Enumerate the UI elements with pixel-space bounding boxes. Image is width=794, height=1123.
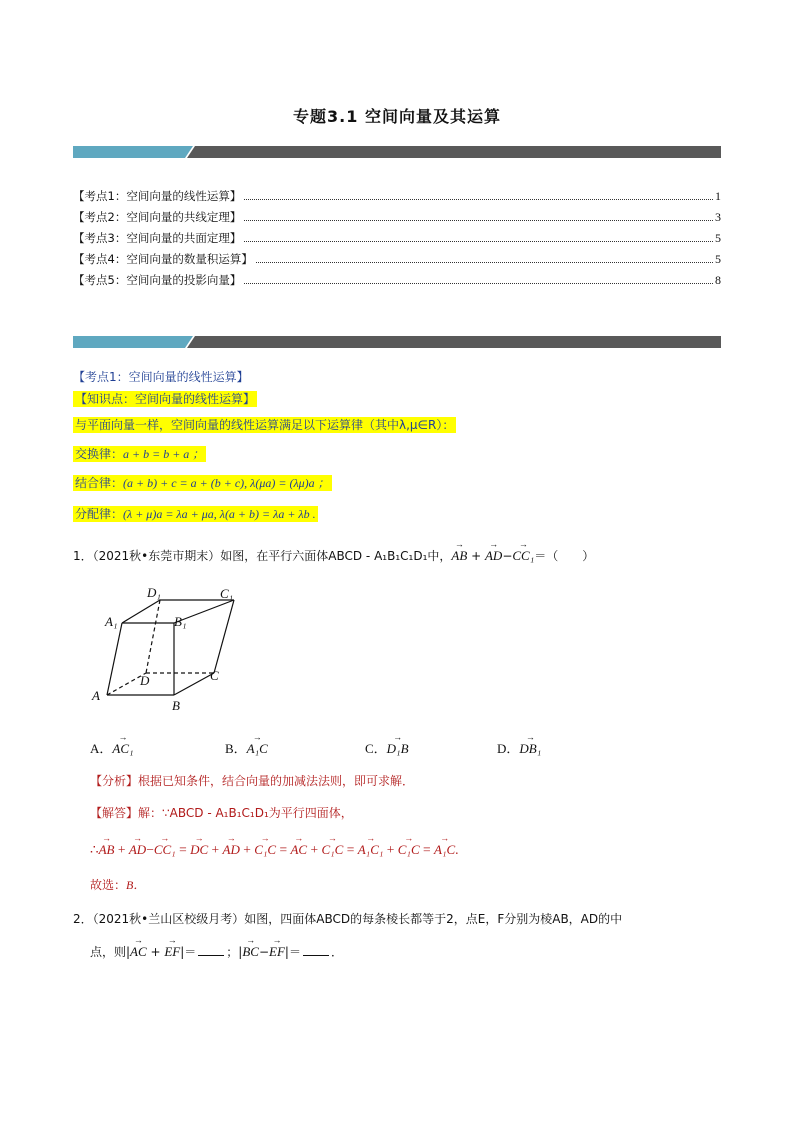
vector-term: → EF — [164, 944, 180, 960]
vector-term: → AC — [290, 842, 307, 858]
choice-vector: → AC₁ — [112, 741, 133, 757]
answer-line — [90, 878, 145, 892]
parallelepiped-figure — [88, 580, 248, 715]
vertex-label-a: A — [92, 688, 100, 703]
toc-leader-dots — [244, 198, 713, 200]
answer-blank: ＝（ ） — [534, 549, 595, 563]
choice-b[interactable] — [225, 738, 268, 757]
vector-term: → EF — [269, 944, 285, 960]
vector-term: → AC — [130, 944, 147, 960]
choice-letter: B． — [225, 741, 247, 756]
vector-term: → DC — [190, 842, 208, 858]
vertex-label-d: D — [140, 673, 150, 688]
choice-letter: A． — [90, 741, 113, 756]
vertex-label-b: B — [172, 698, 180, 713]
analysis-line — [90, 774, 414, 788]
vector-term: → CC₁ — [154, 842, 176, 858]
solution-tag: 【解答】 — [90, 806, 139, 820]
choice-letter: D． — [497, 741, 520, 756]
toc-item-label: 【考点3：空间向量的共面定理】 — [73, 231, 242, 245]
toc-leader-dots — [256, 261, 713, 263]
question-2-stem-line2: 点，则|→ AC + → EF|＝ ；|→ BC−→ EF|＝ ． — [90, 944, 343, 960]
vertex-label-b1: B₁ — [174, 614, 187, 629]
solution-line — [90, 806, 353, 820]
law-label: 结合律： — [75, 476, 124, 490]
title-divider-bar — [73, 146, 721, 158]
vector-term: → AD — [485, 548, 502, 564]
question-text: |＝ — [180, 945, 197, 959]
toc-item-page: 5 — [715, 252, 721, 266]
solution-equation: ∴→ AB + → AD−→ CC₁ = → DC + → AD + → C₁C = → AC + → C₁C = → A₁C₁ + → C₁C = → A₁C. — [90, 842, 459, 858]
knowledge-intro-text: 与平面向量一样，空间向量的线性运算满足以下运算律（其中λ,μ∈R）： — [75, 418, 455, 432]
vector-term: → C₁C — [398, 842, 420, 858]
question-text: |＝ — [284, 945, 301, 959]
toc-item-page: 3 — [715, 210, 721, 224]
law-formula: (λ + μ)a = λa + μa, λ(a + b) = λa + λb . — [123, 507, 316, 521]
solution-intro: 解：∵ABCD - A₁B₁C₁D₁为平行四面体， — [138, 806, 353, 820]
toc-item[interactable] — [73, 188, 721, 204]
vector-term: → C₁C — [321, 842, 343, 858]
knowledge-title-text: 【知识点：空间向量的线性运算】 — [75, 392, 256, 406]
toc-item-label: 【考点4：空间向量的数量积运算】 — [73, 252, 253, 266]
answer-blank[interactable] — [198, 945, 224, 956]
choice-a[interactable] — [90, 738, 134, 757]
vector-term: → CC₁ — [512, 548, 534, 564]
question-text: 如图，在平行六面体ABCD - A₁B₁C₁D₁中， — [220, 549, 452, 563]
law-associative — [73, 474, 332, 491]
toc-item[interactable] — [73, 230, 721, 246]
toc-leader-dots — [244, 219, 713, 221]
question-text: ；| — [226, 945, 243, 959]
toc-item-label: 【考点5：空间向量的投影向量】 — [73, 273, 242, 287]
vertex-label-c: C — [210, 668, 219, 683]
vector-term: → AB — [99, 842, 115, 858]
toc-item-page: 1 — [715, 189, 721, 203]
toc-item-label: 【考点1：空间向量的线性运算】 — [73, 189, 242, 203]
vector-term: → BC — [242, 944, 259, 960]
section-divider-bar — [73, 336, 721, 348]
question-number: 2． — [73, 912, 93, 926]
vector-term: → AD — [129, 842, 146, 858]
vector-term: → A₁C₁ — [358, 842, 384, 858]
analysis-tag: 【分析】 — [90, 774, 139, 788]
vertex-label-d1: D₁ — [147, 585, 161, 600]
section-heading: 【考点1：空间向量的线性运算】 — [73, 370, 249, 384]
toc-item-label: 【考点2：空间向量的共线定理】 — [73, 210, 242, 224]
choice-d[interactable] — [497, 738, 541, 757]
analysis-text: 根据已知条件，结合向量的加减法法则，即可求解． — [138, 774, 415, 788]
choice-vector: → DB₁ — [519, 741, 541, 757]
question-2-stem — [73, 912, 622, 926]
vector-term: → A₁C — [434, 842, 455, 858]
choice-c[interactable] — [365, 738, 409, 757]
page-title: 专题3.1 空间向量及其运算 — [293, 107, 501, 126]
question-text: ． — [330, 945, 343, 959]
question-1-stem: 1．（2021秋•东莞市期末）如图，在平行六面体ABCD - A₁B₁C₁D₁中，→ AB + → AD−→ CC₁＝（ ） — [73, 548, 594, 564]
vector-term: → C₁C — [254, 842, 276, 858]
vertex-label-c1: C₁ — [220, 586, 234, 601]
law-formula: (a + b) + c = a + (b + c), λ(μa) = (λμ)a ； — [123, 476, 330, 490]
question-source: （2021秋•兰山区校级月考） — [92, 912, 245, 926]
knowledge-title — [73, 390, 257, 407]
toc-item[interactable] — [73, 272, 721, 288]
toc-leader-dots — [244, 282, 713, 284]
question-source: （2021秋•东莞市期末） — [92, 549, 221, 563]
answer-value: B． — [126, 878, 146, 892]
knowledge-intro — [73, 416, 456, 433]
law-label: 交换律： — [75, 447, 124, 461]
answer-prefix: 故选： — [90, 878, 127, 892]
law-formula: a + b = b + a ； — [123, 447, 205, 461]
question-text: 点，则| — [90, 945, 131, 959]
vector-term: → AD — [223, 842, 240, 858]
toc-item-page: 5 — [715, 231, 721, 245]
toc-item[interactable] — [73, 209, 721, 225]
answer-blank[interactable] — [303, 945, 329, 956]
choice-letter: C． — [365, 741, 387, 756]
toc-item-page: 8 — [715, 273, 721, 287]
toc-leader-dots — [244, 240, 713, 242]
law-distributive — [73, 505, 318, 522]
question-number: 1． — [73, 549, 93, 563]
vector-term: → AB — [451, 548, 467, 564]
law-label: 分配律： — [75, 507, 124, 521]
toc-item[interactable] — [73, 251, 721, 267]
law-commutative — [73, 445, 206, 462]
choice-vector: → A₁C — [247, 741, 268, 757]
vertex-label-a1: A₁ — [105, 614, 118, 629]
choice-vector: → D₁B — [387, 741, 409, 757]
question-text: 如图，四面体ABCD的每条棱长都等于2，点E，F分别为棱AB，AD的中 — [244, 912, 623, 926]
